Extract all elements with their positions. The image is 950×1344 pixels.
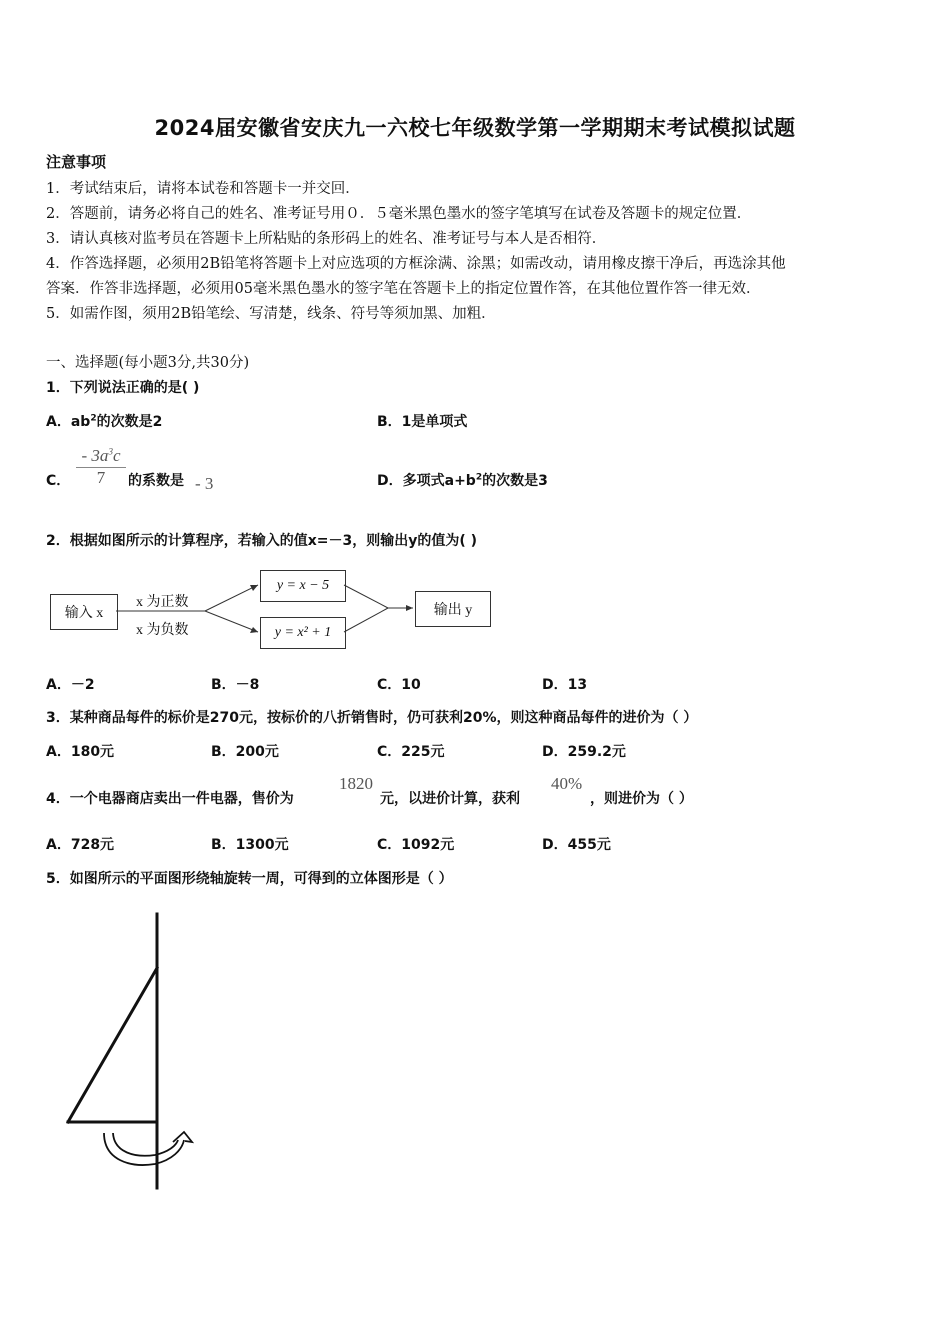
flow-top-formula: y = x − 5: [260, 570, 346, 602]
q1-option-c-label: C．: [46, 473, 71, 489]
q1-option-c-text: 的系数是: [128, 473, 184, 489]
question-2-stem: 2．根据如图所示的计算程序，若输入的值x=－3，则输出y的值为( ): [46, 533, 478, 549]
q4-percent: 40%: [551, 774, 583, 793]
note-item: 3．请认真核对监考员在答题卡上所粘贴的条形码上的姓名、准考证号与本人是否相符．: [46, 231, 607, 247]
question-4-stem-c: ，则进价为（ ）: [590, 791, 693, 807]
q4-option-c: C．1092元: [377, 837, 455, 853]
page-title: 2024届安徽省安庆九一六校七年级数学第一学期期末考试模拟试题: [154, 116, 796, 140]
q4-option-d: D．455元: [542, 837, 611, 853]
triangle-hypotenuse: [68, 968, 157, 1122]
question-4-stem-a: 4．一个电器商店卖出一件电器，售价为: [46, 791, 294, 807]
q4-option-a: A．728元: [46, 837, 115, 853]
flow-pos-label: x 为正数: [136, 595, 189, 610]
question-4-stem-b: 元，以进价计算，获利: [380, 791, 520, 807]
q2-option-c: C．10: [377, 677, 421, 693]
note-item: 答案．作答非选择题，必须用05毫米黑色墨水的签字笔在答题卡上的指定位置作答，在其他位置作答一律无效．: [46, 281, 761, 297]
note-item: 2．答题前，请务必将自己的姓名、准考证号用０．５毫米黑色墨水的签字笔填写在试卷及答题卡的规定位置．: [46, 206, 752, 222]
q2-option-a: A．－2: [46, 677, 95, 693]
q2-option-d: D．13: [542, 677, 588, 693]
rotation-arrow-icon: [104, 1132, 192, 1165]
note-item: 5．如需作图，须用2B铅笔绘、写清楚，线条、符号等须加黑、加粗．: [46, 306, 496, 322]
q2-option-b: B．－8: [211, 677, 260, 693]
flow-bottom-formula: y = x² + 1: [260, 617, 346, 649]
section-heading: 一、选择题(每小题3分,共30分): [46, 355, 250, 371]
q1-option-d: D．多项式$a+b^2$的次数是3: [377, 472, 548, 489]
question-5-stem: 5．如图所示的平面图形绕轴旋转一周，可得到的立体图形是（ ）: [46, 871, 453, 887]
q1-option-b: B．1是单项式: [377, 414, 468, 430]
notes-heading: 注意事项: [46, 153, 107, 171]
q4-option-b: B．1300元: [211, 837, 289, 853]
question-3-stem: 3．某种商品每件的标价是270元，按标价的八折销售时，仍可获利20%，则这种商品每件的进价为（ ）: [46, 710, 698, 726]
q3-option-d: D．259.2元: [542, 744, 626, 760]
flow-output-box: 输出 y: [415, 591, 491, 627]
q1-option-c-value: - 3: [195, 474, 214, 493]
q4-price: 1820: [339, 774, 373, 793]
q1-option-a: A．$ab^2$的次数是2: [46, 413, 163, 430]
flow-neg-label: x 为负数: [136, 623, 189, 638]
note-item: 1．考试结束后，请将本试卷和答题卡一并交回．: [46, 181, 360, 197]
q3-option-a: A．180元: [46, 744, 115, 760]
flow-input-box: 输入 x: [50, 594, 118, 630]
q3-option-c: C．225元: [377, 744, 445, 760]
note-item: 4．作答选择题，必须用2B铅笔将答题卡上对应选项的方框涂满、涂黑；如需改动，请用橡皮擦干净后，再选涂其他: [46, 256, 786, 272]
question-1-stem: 1．下列说法正确的是( ): [46, 380, 200, 396]
q3-option-b: B．200元: [211, 744, 279, 760]
q1-fraction: $\frac{- 3a^3c}{7}$: [76, 446, 126, 488]
